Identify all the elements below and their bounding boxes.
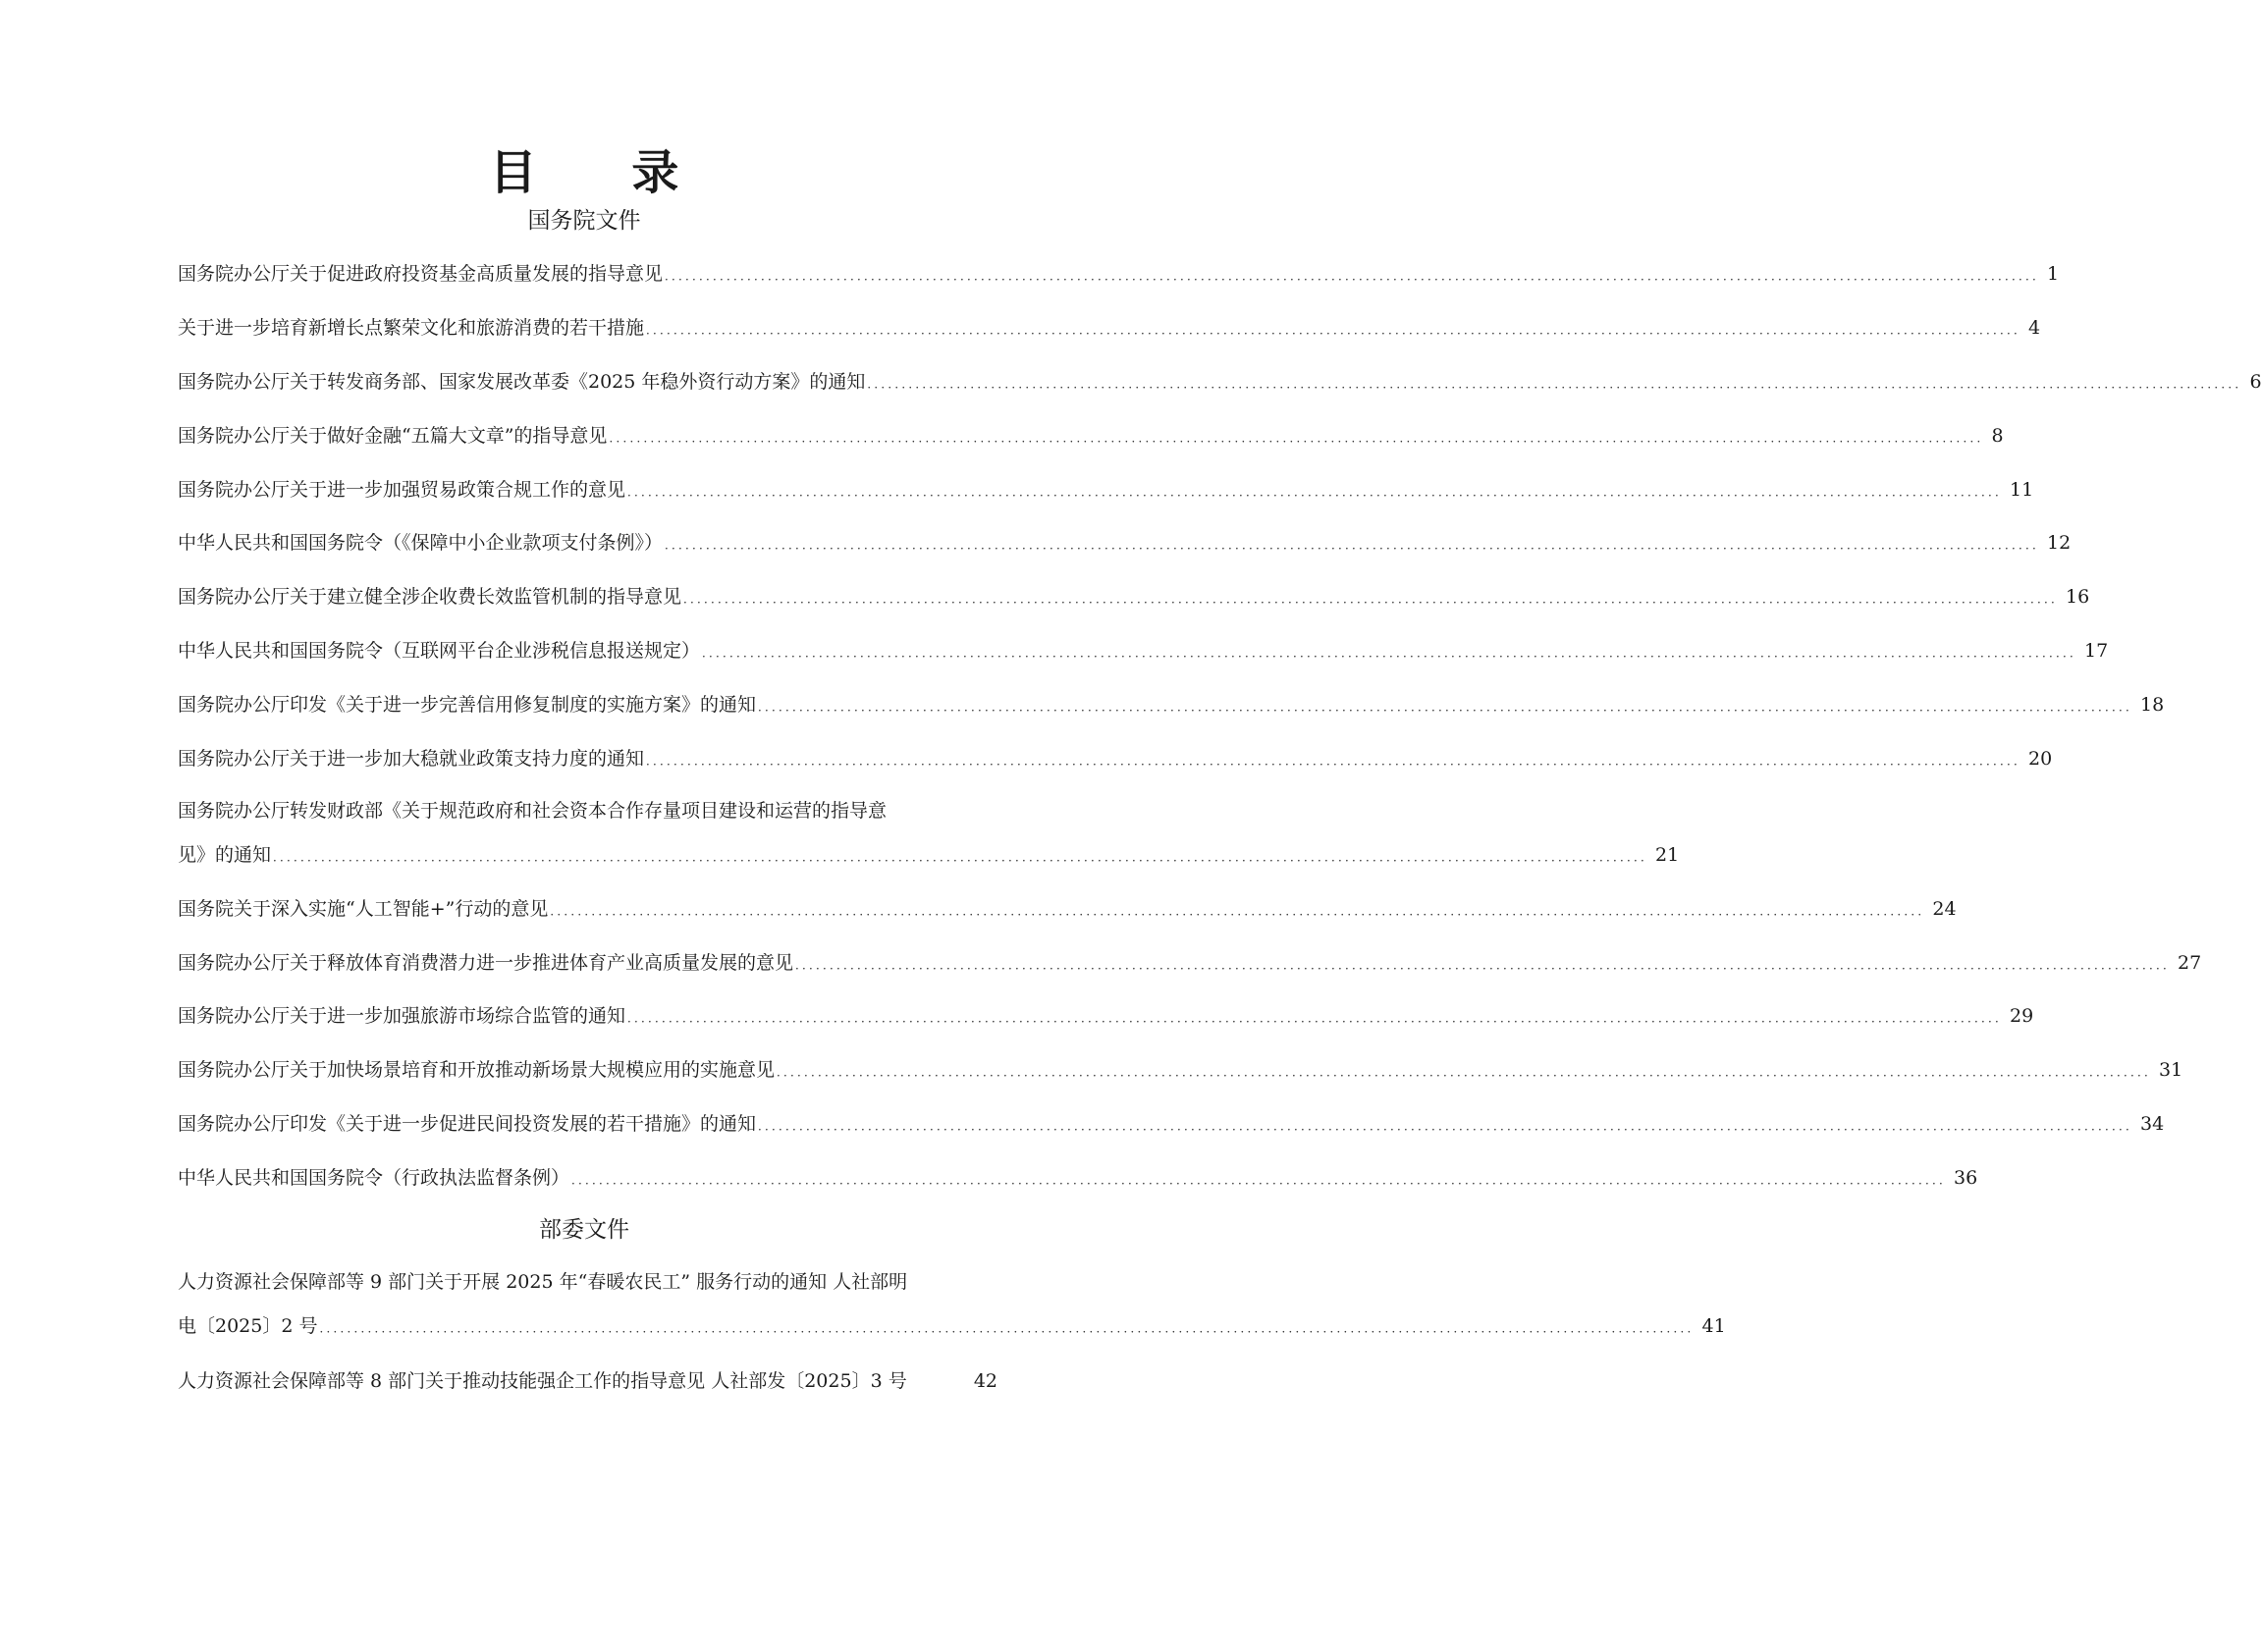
toc-entry[interactable]: [178, 1001, 2034, 1031]
toc-entry-title: 中华人民共和国国务院令（互联网平台企业涉税信息报送规定）: [178, 640, 701, 662]
dot-leader: ．．．．．．．．．．．．．．．．．．．．．．．．．．．．．．．．．．．．．．．．．．．．．．．．．．．．．．．．．．．．．．．．．．．．．．．．．．．．．．．．．．．．．．．．．．．．．．．．．．．．．．．．．．．．．．．．．．．．．．．．．．．．．．．．．．．．．．．．．．．．．．．．．．．．．．．．．．．．．．．．．．．．．．．．．．．．．．．．．．．．．．．．．．．．．．．．．．．．．．．．: [571, 1173, 1953, 1187]
toc-entry[interactable]: [178, 796, 1680, 870]
page-number: 21: [1655, 844, 1680, 866]
toc-entry-title: 关于进一步培育新增长点繁荣文化和旅游消费的若干措施: [178, 317, 645, 339]
page-number: 1: [2047, 263, 2060, 285]
toc-entry-title: 国务院办公厅印发《关于进一步完善信用修复制度的实施方案》的通知: [178, 694, 757, 716]
toc-entry[interactable]: [178, 1109, 2165, 1139]
page-number: 4: [2028, 317, 2041, 339]
toc-entry[interactable]: [178, 636, 2109, 666]
dot-leader: ．．．．．．．．．．．．．．．．．．．．．．．．．．．．．．．．．．．．．．．．．．．．．．．．．．．．．．．．．．．．．．．．．．．．．．．．．．．．．．．．．．．．．．．．．．．．．．．．．．．．．．．．．．．．．．．．．．．．．．．．．．．．．．．．．．．．．．．．．．．．．．．．．．．．．．．．．．．．．．．．．．．．．．．．．．．．．．．．．．．．．．．．．．．．．．．．．．．．．．．．: [550, 904, 1931, 918]
toc-entry-title: 国务院关于深入实施“人工智能+”行动的意见: [178, 898, 549, 920]
page-number: 17: [2084, 640, 2109, 662]
toc-entry-title: 国务院办公厅关于促进政府投资基金高质量发展的指导意见: [178, 263, 664, 285]
toc-entry-title-line: 人力资源社会保障部等 9 部门关于开展 2025 年“春暖农民工” 服务行动的通知 人社部明: [178, 1271, 908, 1293]
page-title: 目 录: [489, 145, 719, 200]
toc-entry[interactable]: [178, 894, 1957, 924]
toc-entry-title: 国务院办公厅关于释放体育消费潜力进一步推进体育产业高质量发展的意见: [178, 952, 794, 974]
toc-entry-title: 国务院办公厅关于做好金融“五篇大文章”的指导意见: [178, 425, 608, 447]
section-heading: 国务院文件: [527, 208, 641, 234]
toc-entry-title: 人力资源社会保障部等 8 部门关于推动技能强企工作的指导意见 人社部发〔2025〕3 号: [178, 1370, 907, 1392]
toc-entry[interactable]: [178, 421, 2004, 451]
dot-leader: ．．．．．．．．．．．．．．．．．．．．．．．．．．．．．．．．．．．．．．．．．．．．．．．．．．．．．．．．．．．．．．．．．．．．．．．．．．．．．．．．．．．．．．．．．．．．．．．．．．．．．．．．．．．．．．．．．．．．．．．．．．．．．．．．．．．．．．．．．．．．．．．．．．．．．．．．．．．．．．．．．．．．．．．．．．．．．．．．．．．．．．．．．．．．．．．．．．．．．．．．: [758, 1119, 2139, 1133]
page-number: 34: [2140, 1113, 2165, 1135]
toc-entry[interactable]: [178, 367, 2262, 397]
dot-leader: ．．．．．．．．．．．．．．．．．．．．．．．．．．．．．．．．．．．．．．．．．．．．．．．．．．．．．．．．．．．．．．．．．．．．．．．．．．．．．．．．．．．．．．．．．．．．．．．．．．．．．．．．．．．．．．．．．．．．．．．．．．．．．．．．．．．．．．．．．．．．．．．．．．．．．．．．．．．．．．．．．．．．．．．．．．．．．．．．．．．．．．．．．．．．．．．．．．．．．．．．: [627, 485, 2009, 499]
dot-leader: ．．．．．．．．．．．．．．．．．．．．．．．．．．．．．．．．．．．．．．．．．．．．．．．．．．．．．．．．．．．．．．．．．．．．．．．．．．．．．．．．．．．．．．．．．．．．．．．．．．．．．．．．．．．．．．．．．．．．．．．．．．．．．．．．．．．．．．．．．．．．．．．．．．．．．．．．．．．．．．．．．．．．．．．．．．．．．．．．．．．．．．．．．．．．．．．．．．．．．．．．: [665, 269, 2046, 283]
toc-entry[interactable]: [178, 313, 2041, 343]
toc-entry[interactable]: [178, 475, 2034, 505]
toc-entry-title: 国务院办公厅关于进一步加强旅游市场综合监管的通知: [178, 1005, 626, 1027]
toc-entry-title-line: 国务院办公厅转发财政部《关于规范政府和社会资本合作存量项目建设和运营的指导意: [178, 800, 888, 822]
dot-leader: ．．．．．．．．．．．．．．．．．．．．．．．．．．．．．．．．．．．．．．．．．．．．．．．．．．．．．．．．．．．．．．．．．．．．．．．．．．．．．．．．．．．．．．．．．．．．．．．．．．．．．．．．．．．．．．．．．．．．．．．．．．．．．．．．．．．．．．．．．．．．．．．．．．．．．．．．．．．．．．．．．．．．．．．．．．．．．．．．．．．．．．．．．．．．．．．．．．．．．．．．: [683, 592, 2065, 606]
page-number: 24: [1932, 898, 1957, 920]
toc-entry[interactable]: [178, 528, 2072, 558]
page-number: 29: [2010, 1005, 2034, 1027]
toc-entry-title: 国务院办公厅印发《关于进一步促进民间投资发展的若干措施》的通知: [178, 1113, 757, 1135]
dot-leader: ．．．．．．．．．．．．．．．．．．．．．．．．．．．．．．．．．．．．．．．．．．．．．．．．．．．．．．．．．．．．．．．．．．．．．．．．．．．．．．．．．．．．．．．．．．．．．．．．．．．．．．．．．．．．．．．．．．．．．．．．．．．．．．．．．．．．．．．．．．．．．．．．．．．．．．．．．．．．．．．．．．．．．．．．．．．．．．．．．．．．．．．．．．．．．．．．．．．．．．．．: [867, 377, 2248, 391]
toc-entry-title: 国务院办公厅关于转发商务部、国家发展改革委《2025 年稳外资行动方案》的通知: [178, 371, 866, 393]
dot-leader: ．．．．．．．．．．．．．．．．．．．．．．．．．．．．．．．．．．．．．．．．．．．．．．．．．．．．．．．．．．．．．．．．．．．．．．．．．．．．．．．．．．．．．．．．．．．．．．．．．．．．．．．．．．．．．．．．．．．．．．．．．．．．．．．．．．．．．．．．．．．．．．．．．．．．．．．．．．．．．．．．．．．．．．．．．．．．．．．．．．．．．．．．．．．．．．．．．．．．．．．．: [702, 646, 2083, 660]
section-heading: 部委文件: [539, 1217, 629, 1243]
toc-entry-title: 电〔2025〕2 号: [178, 1315, 318, 1337]
dot-leader: ．．．．．．．．．．．．．．．．．．．．．．．．．．．．．．．．．．．．．．．．．．．．．．．．．．．．．．．．．．．．．．．．．．．．．．．．．．．．．．．．．．．．．．．．．．．．．．．．．．．．．．．．．．．．．．．．．．．．．．．．．．．．．．．．．．．．．．．．．．．．．．．．．．．．．．．．．．．．．．．．．．．．．．．．．．．．．．．．．．．．．．．．．．．．．．．．．．．．．．．．: [795, 958, 2177, 972]
dot-leader: ．．．．．．．．．．．．．．．．．．．．．．．．．．．．．．．．．．．．．．．．．．．．．．．．．．．．．．．．．．．．．．．．．．．．．．．．．．．．．．．．．．．．．．．．．．．．．．．．．．．．．．．．．．．．．．．．．．．．．．．．．．．．．．．．．．．．．．．．．．．．．．．．．．．．．．．．．．．．．．．．．．．．．．．．．．．．．．．．．．．．．．．．．．．．．．．．．．．．．．．．: [646, 754, 2027, 768]
page-number: 27: [2178, 952, 2202, 974]
page-number: 16: [2066, 586, 2090, 608]
page-number: 8: [1991, 425, 2004, 447]
page-number: 18: [2140, 694, 2165, 716]
dot-leader: ．．．．．．．．．．．．．．．．．．．．．．．．．．．．．．．．．．．．．．．．．．．．．．．．．．．．．．．．．．．．．．．．．．．．．．．．．．．．．．．．．．．．．．．．．．．．．．．．．．．．．．．．．．．．．．．．．．．．．．．．．．．．．．．．．．．．．．．．．．．．．．．．．．．．．．．．．．．．．．．．．．．．．．．．．．．．．．．．．．．．．．．．．．．．．．．．．．．．．．．．: [273, 850, 1654, 864]
toc-entry-title: 国务院办公厅关于进一步加强贸易政策合规工作的意见: [178, 479, 626, 501]
toc-entry-title: 国务院办公厅关于进一步加大稳就业政策支持力度的通知: [178, 748, 645, 770]
toc-entry[interactable]: [178, 582, 2090, 612]
page-number: 42: [973, 1370, 997, 1392]
dot-leader: ．．．．．．．．．．．．．．．．．．．．．．．．．．．．．．．．．．．．．．．．．．．．．．．．．．．．．．．．．．．．．．．．．．．．．．．．．．．．．．．．．．．．．．．．．．．．．．．．．．．．．．．．．．．．．．．．．．．．．．．．．．．．．．．．．．．．．．．．．．．．．．．．．．．．．．．．．．．．．．．．．．．．．．．．．．．．．．．．．．．．．．．．．．．．．．．．．．．．．．．．: [319, 1321, 1700, 1335]
page-number: 41: [1701, 1315, 1726, 1337]
dot-leader: ．．．．．．．．．．．．．．．．．．．．．．．．．．．．．．．．．．．．．．．．．．．．．．．．．．．．．．．．．．．．．．．．．．．．．．．．．．．．．．．．．．．．．．．．．．．．．．．．．．．．．．．．．．．．．．．．．．．．．．．．．．．．．．．．．．．．．．．．．．．．．．．．．．．．．．．．．．．．．．．．．．．．．．．．．．．．．．．．．．．．．．．．．．．．．．．．．．．．．．．．: [665, 538, 2046, 552]
dot-leader: ．．．．．．．．．．．．．．．．．．．．．．．．．．．．．．．．．．．．．．．．．．．．．．．．．．．．．．．．．．．．．．．．．．．．．．．．．．．．．．．．．．．．．．．．．．．．．．．．．．．．．．．．．．．．．．．．．．．．．．．．．．．．．．．．．．．．．．．．．．．．．．．．．．．．．．．．．．．．．．．．．．．．．．．．．．．．．．．．．．．．．．．．．．．．．．．．．．．．．．．．: [758, 700, 2139, 714]
toc-entry[interactable]: [178, 690, 2165, 719]
dot-leader: ．．．．．．．．．．．．．．．．．．．．．．．．．．．．．．．．．．．．．．．．．．．．．．．．．．．．．．．．．．．．．．．．．．．．．．．．．．．．．．．．．．．．．．．．．．．．．．．．．．．．．．．．．．．．．．．．．．．．．．．．．．．．．．．．．．．．．．．．．．．．．．．．．．．．．．．．．．．．．．．．．．．．．．．．．．．．．．．．．．．．．．．．．．．．．．．．．．．．．．．．: [627, 1011, 2009, 1025]
toc-entry[interactable]: [178, 1366, 997, 1396]
toc-entry-title: 见》的通知: [178, 844, 272, 866]
toc-entry-title: 中华人民共和国国务院令（行政执法监督条例）: [178, 1167, 570, 1189]
page-number: 36: [1954, 1167, 1978, 1189]
toc-entry[interactable]: [178, 1055, 2183, 1085]
dot-leader: ．．．．．．．．．．．．．．．．．．．．．．．．．．．．．．．．．．．．．．．．．．．．．．．．．．．．．．．．．．．．．．．．．．．．．．．．．．．．．．．．．．．．．．．．．．．．．．．．．．．．．．．．．．．．．．．．．．．．．．．．．．．．．．．．．．．．．．．．．．．．．．．．．．．．．．．．．．．．．．．．．．．．．．．．．．．．．．．．．．．．．．．．．．．．．．．．．．．．．．．．: [609, 431, 1990, 445]
toc-entry[interactable]: [178, 744, 2053, 773]
page-number: 11: [2010, 479, 2034, 501]
dot-leader: ．．．．．．．．．．．．．．．．．．．．．．．．．．．．．．．．．．．．．．．．．．．．．．．．．．．．．．．．．．．．．．．．．．．．．．．．．．．．．．．．．．．．．．．．．．．．．．．．．．．．．．．．．．．．．．．．．．．．．．．．．．．．．．．．．．．．．．．．．．．．．．．．．．．．．．．．．．．．．．．．．．．．．．．．．．．．．．．．．．．．．．．．．．．．．．．．．．．．．．．．: [646, 323, 2027, 337]
dot-leader: ．．．．．．．．．．．．．．．．．．．．．．．．．．．．．．．．．．．．．．．．．．．．．．．．．．．．．．．．．．．．．．．．．．．．．．．．．．．．．．．．．．．．．．．．．．．．．．．．．．．．．．．．．．．．．．．．．．．．．．．．．．．．．．．．．．．．．．．．．．．．．．．．．．．．．．．．．．．．．．．．．．．．．．．．．．．．．．．．．．．．．．．．．．．．．．．．．．．．．．．．: [777, 1065, 2158, 1079]
toc-entry[interactable]: [178, 948, 2202, 978]
page-number: 6: [2249, 371, 2262, 393]
page-number: 12: [2047, 532, 2072, 554]
toc-entry-title: 国务院办公厅关于加快场景培育和开放推动新场景大规模应用的实施意见: [178, 1059, 776, 1081]
page-number: 31: [2159, 1059, 2183, 1081]
page-number: 20: [2028, 748, 2053, 770]
toc-entry[interactable]: [178, 1163, 1978, 1193]
toc-entry-title: 中华人民共和国国务院令（《保障中小企业款项支付条例》）: [178, 532, 664, 554]
toc-entry-title: 国务院办公厅关于建立健全涉企收费长效监管机制的指导意见: [178, 586, 682, 608]
toc-entry[interactable]: [178, 1267, 1726, 1341]
toc-entry[interactable]: [178, 259, 2060, 289]
